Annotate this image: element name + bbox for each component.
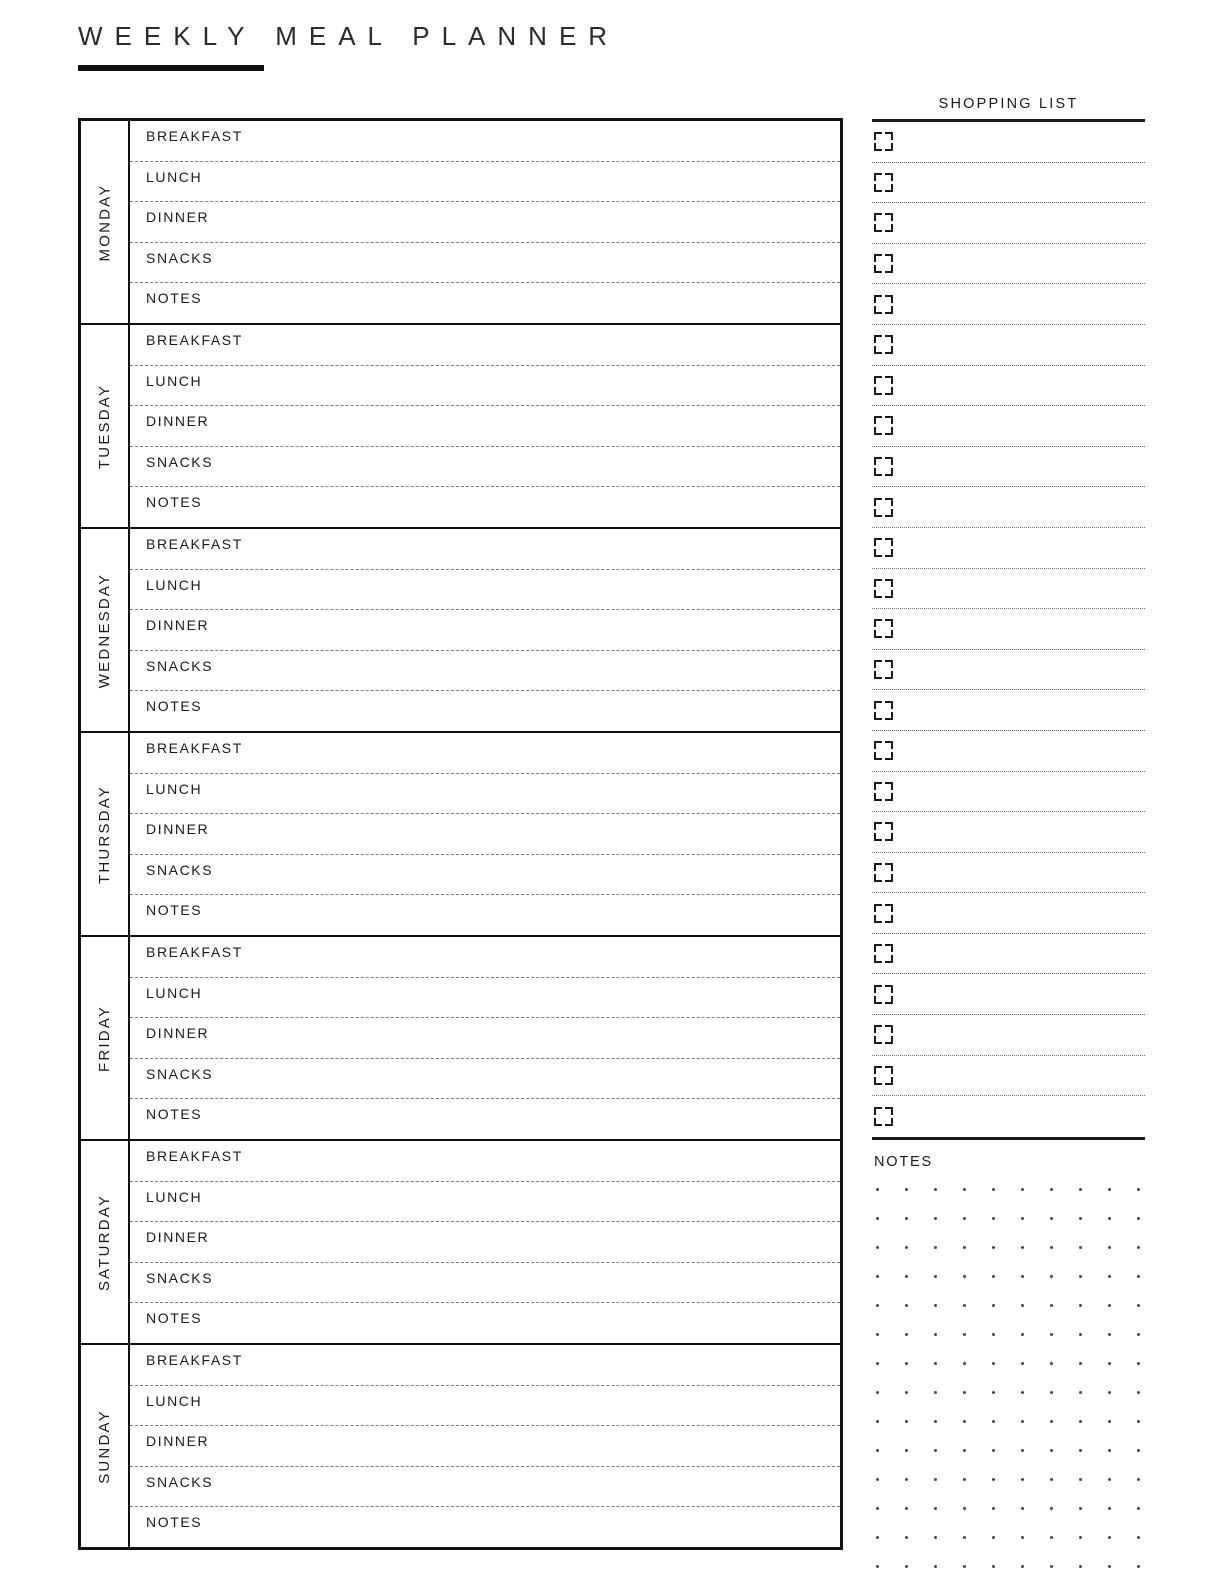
- day-label: SUNDAY: [96, 1408, 114, 1484]
- grid-dot: [1050, 1391, 1053, 1394]
- grid-dot: [934, 1333, 937, 1336]
- meal-row-lunch[interactable]: [130, 1182, 840, 1223]
- day-block-friday: [81, 937, 840, 1141]
- grid-dot: [1108, 1275, 1111, 1278]
- day-label: FRIDAY: [96, 1004, 113, 1072]
- grid-dot: [934, 1449, 937, 1452]
- checkbox-icon[interactable]: [874, 944, 893, 963]
- meal-row-lunch[interactable]: [130, 1386, 840, 1427]
- meal-row-label: NOTES: [146, 698, 203, 715]
- shopping-list-rows: [872, 122, 1145, 1137]
- grid-dot: [963, 1275, 966, 1278]
- grid-dot: [1021, 1246, 1024, 1249]
- meal-row-label: SNACKS: [146, 657, 214, 674]
- grid-dot: [876, 1391, 879, 1394]
- grid-dot: [1079, 1275, 1082, 1278]
- grid-dot: [905, 1275, 908, 1278]
- grid-dot: [1108, 1246, 1111, 1249]
- day-block-thursday: [81, 733, 840, 937]
- meal-row-dinner[interactable]: [130, 610, 840, 651]
- grid-dot: [876, 1217, 879, 1220]
- day-block-wednesday: [81, 529, 840, 733]
- day-block-saturday: [81, 1141, 840, 1345]
- meal-row-breakfast[interactable]: [130, 529, 840, 570]
- shopping-list-item[interactable]: [872, 447, 1145, 488]
- grid-dot: [1079, 1333, 1082, 1336]
- checkbox-icon[interactable]: [874, 254, 893, 273]
- grid-dot: [1137, 1420, 1140, 1423]
- meal-row-label: DINNER: [146, 821, 210, 838]
- grid-dot: [876, 1246, 879, 1249]
- meal-row-snacks[interactable]: [130, 651, 840, 692]
- grid-dot: [1021, 1333, 1024, 1336]
- grid-dot: [1050, 1246, 1053, 1249]
- grid-dot: [1079, 1565, 1082, 1568]
- grid-dot: [1137, 1536, 1140, 1539]
- grid-dot: [1021, 1275, 1024, 1278]
- grid-dot: [1108, 1304, 1111, 1307]
- meal-row-snacks[interactable]: [130, 1467, 840, 1508]
- grid-dot: [1050, 1362, 1053, 1365]
- meal-row-label: DINNER: [146, 617, 210, 634]
- grid-dot: [1079, 1362, 1082, 1365]
- grid-dot: [1021, 1536, 1024, 1539]
- meal-row-notes[interactable]: [130, 1099, 840, 1139]
- checkbox-icon[interactable]: [874, 701, 893, 720]
- meal-row-label: BREAKFAST: [146, 944, 243, 960]
- grid-dot: [1108, 1565, 1111, 1568]
- meal-row-breakfast[interactable]: [130, 733, 840, 774]
- grid-dot: [934, 1246, 937, 1249]
- meal-row-label: SNACKS: [146, 1065, 214, 1082]
- meal-row-label: SNACKS: [146, 1473, 214, 1490]
- meal-row-snacks[interactable]: [130, 447, 840, 488]
- shopping-list-item[interactable]: [872, 893, 1145, 934]
- shopping-list-item[interactable]: [872, 731, 1145, 772]
- meal-row-label: LUNCH: [146, 372, 203, 389]
- grid-dot: [992, 1507, 995, 1510]
- shopping-list-item[interactable]: [872, 528, 1145, 569]
- weekly-planner-table: [78, 118, 843, 1550]
- grid-dot: [992, 1333, 995, 1336]
- grid-dot: [876, 1362, 879, 1365]
- meal-rows-group: [130, 121, 840, 323]
- meal-row-label: BREAKFAST: [146, 128, 243, 144]
- grid-dot: [963, 1565, 966, 1568]
- checkbox-icon[interactable]: [874, 863, 893, 882]
- notes-dot-grid[interactable]: [872, 1184, 1145, 1576]
- grid-dot: [963, 1478, 966, 1481]
- shopping-list-item[interactable]: [872, 366, 1145, 407]
- grid-dot: [1050, 1304, 1053, 1307]
- checkbox-icon[interactable]: [874, 660, 893, 679]
- grid-dot: [963, 1420, 966, 1423]
- meal-row-dinner[interactable]: [130, 1222, 840, 1263]
- meal-row-snacks[interactable]: [130, 243, 840, 284]
- grid-dot: [876, 1275, 879, 1278]
- grid-dot: [1050, 1565, 1053, 1568]
- checkbox-icon[interactable]: [874, 985, 893, 1004]
- grid-dot: [992, 1188, 995, 1191]
- grid-dot: [1050, 1449, 1053, 1452]
- meal-row-lunch[interactable]: [130, 366, 840, 407]
- grid-dot: [1079, 1478, 1082, 1481]
- grid-dot: [992, 1478, 995, 1481]
- meal-row-snacks[interactable]: [130, 1263, 840, 1304]
- meal-row-label: DINNER: [146, 209, 210, 226]
- shopping-list-item[interactable]: [872, 650, 1145, 691]
- meal-row-label: SNACKS: [146, 1269, 214, 1286]
- grid-dot: [992, 1275, 995, 1278]
- grid-dot: [992, 1217, 995, 1220]
- shopping-list-item[interactable]: [872, 122, 1145, 163]
- grid-dot: [934, 1420, 937, 1423]
- page-header: [78, 22, 619, 71]
- day-block-tuesday: [81, 325, 840, 529]
- grid-dot: [963, 1536, 966, 1539]
- meal-row-label: SNACKS: [146, 453, 214, 470]
- grid-dot: [1050, 1333, 1053, 1336]
- grid-dot: [1108, 1449, 1111, 1452]
- shopping-list-item[interactable]: [872, 487, 1145, 528]
- grid-dot: [905, 1536, 908, 1539]
- checkbox-icon[interactable]: [874, 498, 893, 517]
- grid-dot: [992, 1246, 995, 1249]
- checkbox-icon[interactable]: [874, 295, 893, 314]
- grid-dot: [905, 1507, 908, 1510]
- meal-row-notes[interactable]: [130, 283, 840, 323]
- grid-dot: [992, 1449, 995, 1452]
- grid-dot: [1137, 1246, 1140, 1249]
- shopping-list-item[interactable]: [872, 325, 1145, 366]
- shopping-list-item[interactable]: [872, 853, 1145, 894]
- grid-dot: [1079, 1449, 1082, 1452]
- shopping-list-item[interactable]: [872, 1056, 1145, 1097]
- grid-dot: [905, 1333, 908, 1336]
- grid-dot: [876, 1536, 879, 1539]
- meal-row-breakfast[interactable]: [130, 325, 840, 366]
- grid-dot: [1137, 1391, 1140, 1394]
- grid-dot: [1079, 1304, 1082, 1307]
- grid-dot: [963, 1304, 966, 1307]
- grid-dot: [1137, 1275, 1140, 1278]
- grid-dot: [1079, 1536, 1082, 1539]
- grid-dot: [1079, 1217, 1082, 1220]
- day-label-cell: [81, 325, 130, 527]
- checkbox-icon[interactable]: [874, 538, 893, 557]
- grid-dot: [1108, 1420, 1111, 1423]
- grid-dot: [1021, 1391, 1024, 1394]
- meal-row-label: LUNCH: [146, 780, 203, 797]
- checkbox-icon[interactable]: [874, 904, 893, 923]
- shopping-list-item[interactable]: [872, 812, 1145, 853]
- meal-row-label: NOTES: [146, 494, 203, 511]
- grid-dot: [1108, 1217, 1111, 1220]
- meal-row-lunch[interactable]: [130, 162, 840, 203]
- checkbox-icon[interactable]: [874, 619, 893, 638]
- grid-dot: [1108, 1188, 1111, 1191]
- day-label-cell: [81, 937, 130, 1139]
- day-label-cell: [81, 733, 130, 935]
- checkbox-icon[interactable]: [874, 457, 893, 476]
- meal-row-dinner[interactable]: [130, 814, 840, 855]
- meal-rows-group: [130, 1345, 840, 1547]
- grid-dot: [1137, 1478, 1140, 1481]
- meal-row-notes[interactable]: [130, 691, 840, 731]
- shopping-list-item[interactable]: [872, 772, 1145, 813]
- meal-row-label: LUNCH: [146, 1392, 203, 1409]
- meal-row-notes[interactable]: [130, 1303, 840, 1343]
- grid-dot: [876, 1333, 879, 1336]
- grid-dot: [1108, 1507, 1111, 1510]
- meal-row-label: DINNER: [146, 413, 210, 430]
- meal-rows-group: [130, 529, 840, 731]
- shopping-list-item[interactable]: [872, 406, 1145, 447]
- grid-dot: [934, 1565, 937, 1568]
- grid-dot: [1021, 1188, 1024, 1191]
- grid-dot: [1079, 1391, 1082, 1394]
- meal-row-label: BREAKFAST: [146, 1148, 243, 1164]
- grid-dot: [1021, 1449, 1024, 1452]
- grid-dot: [1079, 1507, 1082, 1510]
- grid-dot: [905, 1420, 908, 1423]
- grid-dot: [963, 1507, 966, 1510]
- grid-dot: [934, 1536, 937, 1539]
- grid-dot: [934, 1188, 937, 1191]
- shopping-list-section: [872, 96, 1145, 1140]
- meal-row-label: LUNCH: [146, 1188, 203, 1205]
- grid-dot: [992, 1420, 995, 1423]
- grid-dot: [1050, 1217, 1053, 1220]
- day-label-cell: [81, 1141, 130, 1343]
- grid-dot: [1137, 1362, 1140, 1365]
- meal-rows-group: [130, 325, 840, 527]
- shopping-list-title: SHOPPING LIST: [938, 96, 1079, 112]
- grid-dot: [1050, 1507, 1053, 1510]
- grid-dot: [934, 1217, 937, 1220]
- grid-dot: [934, 1362, 937, 1365]
- meal-row-label: DINNER: [146, 1229, 210, 1246]
- meal-row-label: BREAKFAST: [146, 332, 243, 348]
- grid-dot: [963, 1246, 966, 1249]
- grid-dot: [1021, 1478, 1024, 1481]
- grid-dot: [1021, 1507, 1024, 1510]
- grid-dot: [876, 1188, 879, 1191]
- meal-row-snacks[interactable]: [130, 1059, 840, 1100]
- day-block-monday: [81, 121, 840, 325]
- meal-row-label: NOTES: [146, 902, 203, 919]
- shopping-list-item[interactable]: [872, 284, 1145, 325]
- grid-dot: [934, 1478, 937, 1481]
- grid-dot: [1021, 1304, 1024, 1307]
- grid-dot: [1050, 1275, 1053, 1278]
- grid-dot: [876, 1507, 879, 1510]
- grid-dot: [1108, 1536, 1111, 1539]
- grid-dot: [905, 1391, 908, 1394]
- grid-dot: [905, 1565, 908, 1568]
- grid-dot: [905, 1362, 908, 1365]
- day-label-cell: [81, 121, 130, 323]
- grid-dot: [1021, 1420, 1024, 1423]
- grid-dot: [934, 1507, 937, 1510]
- meal-row-label: DINNER: [146, 1025, 210, 1042]
- grid-dot: [1079, 1188, 1082, 1191]
- meal-row-label: LUNCH: [146, 168, 203, 185]
- grid-dot: [1137, 1565, 1140, 1568]
- shopping-list-item[interactable]: [872, 163, 1145, 204]
- grid-dot: [1021, 1217, 1024, 1220]
- meal-row-notes[interactable]: [130, 487, 840, 527]
- meal-row-label: NOTES: [146, 1514, 203, 1531]
- grid-dot: [992, 1391, 995, 1394]
- grid-dot: [963, 1333, 966, 1336]
- meal-row-label: NOTES: [146, 1310, 203, 1327]
- meal-row-label: LUNCH: [146, 984, 203, 1001]
- grid-dot: [1137, 1449, 1140, 1452]
- notes-section: [872, 1150, 1145, 1576]
- shopping-list-item[interactable]: [872, 690, 1145, 731]
- checkbox-icon[interactable]: [874, 782, 893, 801]
- grid-dot: [963, 1188, 966, 1191]
- meal-row-dinner[interactable]: [130, 202, 840, 243]
- grid-dot: [963, 1362, 966, 1365]
- checkbox-icon[interactable]: [874, 416, 893, 435]
- grid-dot: [934, 1275, 937, 1278]
- checkbox-icon[interactable]: [874, 132, 893, 151]
- meal-rows-group: [130, 733, 840, 935]
- shopping-list-item[interactable]: [872, 974, 1145, 1015]
- grid-dot: [1137, 1507, 1140, 1510]
- meal-row-dinner[interactable]: [130, 1426, 840, 1467]
- checkbox-icon[interactable]: [874, 376, 893, 395]
- grid-dot: [1137, 1333, 1140, 1336]
- checkbox-icon[interactable]: [874, 741, 893, 760]
- day-label-cell: [81, 529, 130, 731]
- meal-row-lunch[interactable]: [130, 978, 840, 1019]
- checkbox-icon[interactable]: [874, 822, 893, 841]
- grid-dot: [876, 1304, 879, 1307]
- meal-row-snacks[interactable]: [130, 855, 840, 896]
- grid-dot: [876, 1478, 879, 1481]
- meal-row-notes[interactable]: [130, 1507, 840, 1547]
- meal-row-breakfast[interactable]: [130, 1141, 840, 1182]
- grid-dot: [992, 1565, 995, 1568]
- grid-dot: [876, 1565, 879, 1568]
- grid-dot: [1050, 1188, 1053, 1191]
- meal-row-label: DINNER: [146, 1433, 210, 1450]
- checkbox-icon[interactable]: [874, 173, 893, 192]
- grid-dot: [1050, 1420, 1053, 1423]
- grid-dot: [1108, 1478, 1111, 1481]
- shopping-list-bottom-rule: [872, 1137, 1145, 1140]
- grid-dot: [1137, 1304, 1140, 1307]
- grid-dot: [876, 1449, 879, 1452]
- meal-row-label: NOTES: [146, 1106, 203, 1123]
- meal-row-label: NOTES: [146, 290, 203, 307]
- meal-rows-group: [130, 937, 840, 1139]
- grid-dot: [963, 1391, 966, 1394]
- shopping-list-item[interactable]: [872, 934, 1145, 975]
- grid-dot: [992, 1362, 995, 1365]
- shopping-list-item[interactable]: [872, 203, 1145, 244]
- grid-dot: [905, 1217, 908, 1220]
- grid-dot: [876, 1420, 879, 1423]
- grid-dot: [992, 1304, 995, 1307]
- grid-dot: [934, 1391, 937, 1394]
- meal-row-label: BREAKFAST: [146, 740, 243, 756]
- meal-row-label: LUNCH: [146, 576, 203, 593]
- grid-dot: [992, 1536, 995, 1539]
- meal-row-notes[interactable]: [130, 895, 840, 935]
- grid-dot: [905, 1304, 908, 1307]
- meal-row-label: SNACKS: [146, 861, 214, 878]
- grid-dot: [1137, 1217, 1140, 1220]
- grid-dot: [1050, 1478, 1053, 1481]
- shopping-list-item[interactable]: [872, 1096, 1145, 1137]
- grid-dot: [1079, 1246, 1082, 1249]
- grid-dot: [1021, 1362, 1024, 1365]
- grid-dot: [1108, 1362, 1111, 1365]
- grid-dot: [963, 1449, 966, 1452]
- page-title: WEEKLY MEAL PLANNER: [78, 21, 620, 51]
- grid-dot: [1050, 1536, 1053, 1539]
- meal-row-label: SNACKS: [146, 249, 214, 266]
- grid-dot: [905, 1478, 908, 1481]
- shopping-list-item[interactable]: [872, 569, 1145, 610]
- meal-row-breakfast[interactable]: [130, 121, 840, 162]
- grid-dot: [1079, 1420, 1082, 1423]
- meal-row-label: BREAKFAST: [146, 1352, 243, 1368]
- grid-dot: [905, 1188, 908, 1191]
- meal-row-lunch[interactable]: [130, 570, 840, 611]
- meal-row-label: BREAKFAST: [146, 536, 243, 552]
- grid-dot: [905, 1246, 908, 1249]
- grid-dot: [1021, 1565, 1024, 1568]
- checkbox-icon[interactable]: [874, 579, 893, 598]
- day-label: TUESDAY: [96, 383, 114, 469]
- day-label: SATURDAY: [96, 1193, 113, 1291]
- notes-title: NOTES: [874, 1154, 933, 1170]
- day-label: THURSDAY: [96, 784, 113, 884]
- meal-row-lunch[interactable]: [130, 774, 840, 815]
- day-label: MONDAY: [96, 183, 113, 261]
- checkbox-icon[interactable]: [874, 213, 893, 232]
- checkbox-icon[interactable]: [874, 1066, 893, 1085]
- shopping-list-item[interactable]: [872, 244, 1145, 285]
- checkbox-icon[interactable]: [874, 1107, 893, 1126]
- meal-row-dinner[interactable]: [130, 1018, 840, 1059]
- grid-dot: [1108, 1391, 1111, 1394]
- meal-rows-group: [130, 1141, 840, 1343]
- grid-dot: [934, 1304, 937, 1307]
- title-underline-rule: [78, 65, 264, 71]
- day-label-cell: [81, 1345, 130, 1547]
- meal-row-breakfast[interactable]: [130, 937, 840, 978]
- checkbox-icon[interactable]: [874, 1025, 893, 1044]
- grid-dot: [905, 1449, 908, 1452]
- shopping-list-item[interactable]: [872, 1015, 1145, 1056]
- grid-dot: [1108, 1333, 1111, 1336]
- shopping-list-item[interactable]: [872, 609, 1145, 650]
- meal-row-breakfast[interactable]: [130, 1345, 840, 1386]
- meal-row-dinner[interactable]: [130, 406, 840, 447]
- grid-dot: [963, 1217, 966, 1220]
- checkbox-icon[interactable]: [874, 335, 893, 354]
- day-label: WEDNESDAY: [96, 572, 113, 688]
- day-block-sunday: [81, 1345, 840, 1547]
- grid-dot: [1137, 1188, 1140, 1191]
